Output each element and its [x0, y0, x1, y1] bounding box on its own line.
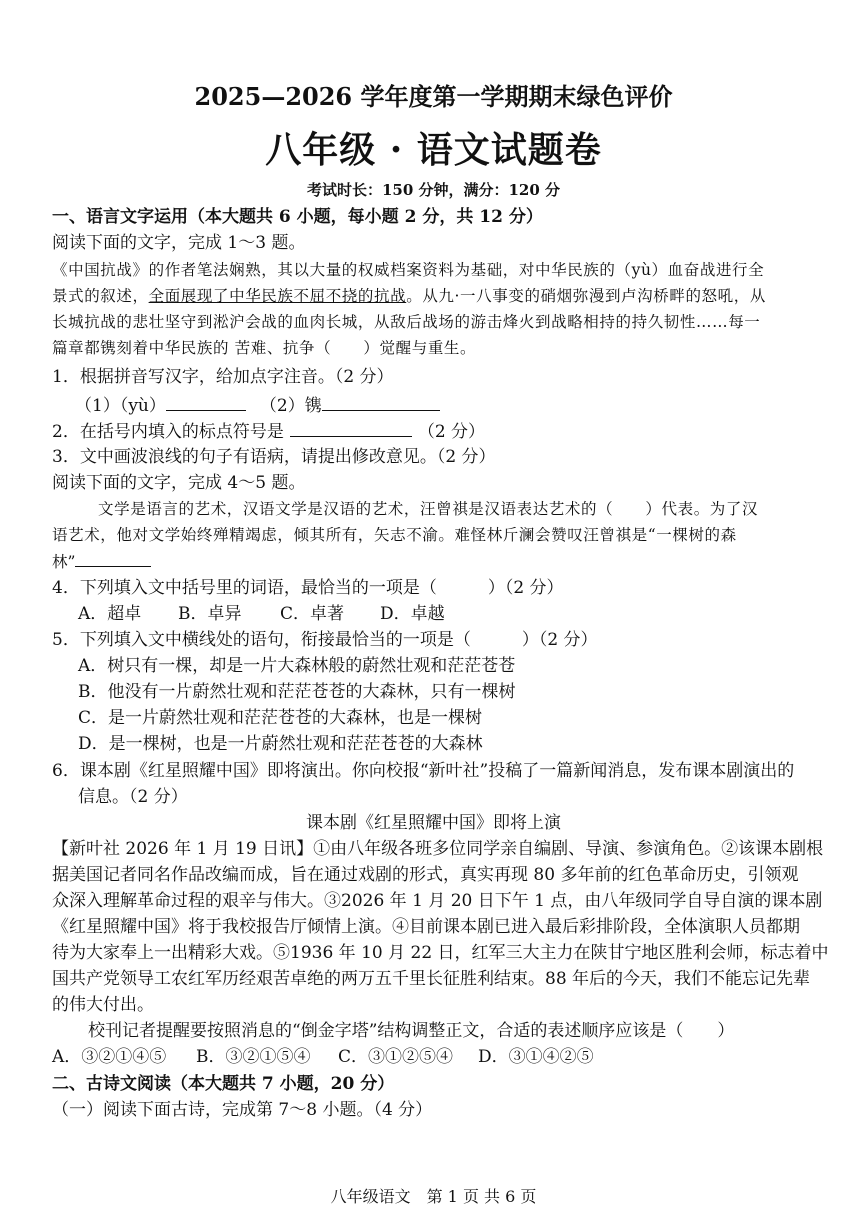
q6-prompt: 校刊记者提醒要按照消息的“倒金字塔”结构调整正文，合适的表述顺序应该是（ ） — [88, 1021, 735, 1041]
q4-option-b[interactable]: B．卓异 — [178, 604, 242, 624]
news-line3: 众深入理解革命过程的艰辛与伟大。③2026 年 1 月 20 日下午 1 点，由八年级同学自导自演的课本剧 — [52, 891, 823, 911]
q5-option-b[interactable]: B．他没有一片蔚然壮观和茫茫苍苍的大森林，只有一棵树 — [78, 682, 516, 702]
news-line7: 的伟大付出。 — [52, 995, 154, 1015]
q2-score: （2 分） — [417, 422, 486, 442]
news-line4: 《红星照耀中国》将于我校报告厅倾情上演。④目前课本剧已进入最后彩排阶段，全体演职人员都期 — [52, 917, 800, 937]
passage2-line2: 语艺术，他对文学始终殚精竭虑，倾其所有，矢志不渝。难怪林斤澜会赞叹汪曾祺是“一棵树的森 — [52, 526, 737, 544]
news-line1: 【新叶社 2026 年 1 月 19 日讯】①由八年级各班多位同学亲自编剧、导演、参演角色。②该课本剧根 — [52, 839, 824, 859]
passage1-line2-end: 。从九·一八事变的硝烟弥漫到卢沟桥畔的怒吼，从 — [406, 287, 766, 305]
passage2-line3-text: 林” — [52, 553, 76, 571]
q6-option-b[interactable]: B．③②①⑤④ — [196, 1047, 311, 1067]
news-line5: 待为大家奉上一出精彩大戏。⑤1936 年 10 月 22 日，红军三大主力在陕甘宁地区胜利会师，标志着中 — [52, 943, 829, 963]
question-6-line1: 6．课本剧《红星照耀中国》即将演出。你向校报“新叶社”投稿了一篇新闻消息，发布课本剧演出的 — [52, 761, 795, 781]
news-line2: 据美国记者同名作品改编而成，旨在通过戏剧的形式，真实再现 80 多年前的红色革命历史，引领观 — [52, 865, 799, 885]
passage1-line2-start: 景式的叙述， — [52, 287, 149, 305]
exam-title: 2025—2026 学年度第一学期期末绿色评价 — [194, 82, 673, 111]
question-2 — [52, 420, 485, 443]
news-line6: 国共产党领导工农红军历经艰苦卓绝的两万五千里长征胜利结束。88 年后的今天，我们不能忘记先辈 — [52, 969, 811, 989]
q5-option-a[interactable]: A．树只有一棵，却是一片大森林般的蔚然壮观和茫茫苍苍 — [78, 656, 516, 676]
q6-option-c[interactable]: C．③①②⑤④ — [338, 1047, 454, 1067]
q4-option-c[interactable]: C．卓著 — [280, 604, 345, 624]
question-1: 1．根据拼音写汉字，给加点字注音。（2 分） — [52, 367, 394, 387]
exam-info: 考试时长：150 分钟，满分：120 分 — [306, 181, 561, 199]
q6-option-d[interactable]: D．③①④②⑤ — [478, 1047, 594, 1067]
subject-title: 八年级 · 语文试题卷 — [265, 129, 602, 171]
news-title: 课本剧《红星照耀中国》即将上演 — [306, 813, 561, 833]
question-5: 5．下列填入文中横线处的语句，衔接最恰当的一项是（ ）（2 分） — [52, 630, 598, 650]
intro-4-5: 阅读下面的文字，完成 4～5 题。 — [52, 473, 306, 493]
q1-item-2: （2）镌 — [259, 396, 322, 416]
passage1-line4: 篇章都镌刻着中华民族的 苦难、抗争（ ）觉醒与重生。 — [52, 339, 477, 357]
q1-blank-2[interactable] — [322, 394, 440, 411]
q2-text: 2．在括号内填入的标点符号是 — [52, 422, 284, 442]
passage2-blank[interactable] — [75, 550, 151, 567]
section2-sub1: （一）阅读下面古诗，完成第 7～8 小题。（4 分） — [52, 1100, 433, 1120]
q1-item-1: （1）（yù） — [75, 396, 166, 416]
passage1-line3: 长城抗战的悲壮坚守到淞沪会战的血肉长城，从敌后战场的游击烽火到战略相持的持久韧性……每一 — [52, 313, 761, 331]
section1-heading: 一、语言文字运用（本大题共 6 小题，每小题 2 分，共 12 分） — [52, 207, 543, 227]
q1-blank-1[interactable] — [166, 394, 246, 411]
question-6-line2: 信息。（2 分） — [78, 787, 188, 807]
page-footer: 八年级语文 第 1 页 共 6 页 — [330, 1187, 537, 1206]
q5-option-c[interactable]: C．是一片蔚然壮观和茫茫苍苍的大森林，也是一棵树 — [78, 708, 483, 728]
q6-option-a[interactable]: A．③②①④⑤ — [52, 1047, 167, 1067]
passage1-line2 — [52, 285, 766, 307]
passage2-line1: 文学是语言的艺术，汉语文学是汉语的艺术，汪曾祺是汉语表达艺术的（ ）代表。为了汉 — [98, 500, 759, 518]
wavy-sentence: 全面展现了中华民族不屈不挠的抗战 — [148, 287, 407, 305]
q4-option-d[interactable]: D．卓越 — [380, 604, 445, 624]
question-4: 4．下列填入文中括号里的词语，最恰当的一项是（ ）（2 分） — [52, 578, 564, 598]
question-3: 3．文中画波浪线的句子有语病，请提出修改意见。（2 分） — [52, 447, 496, 467]
q2-blank[interactable] — [290, 420, 412, 437]
passage1-line1: 《中国抗战》的作者笔法娴熟，其以大量的权威档案资料为基础，对中华民族的（yù）血奋战进行全 — [52, 261, 765, 279]
section2-heading: 二、古诗文阅读（本大题共 7 小题，20 分） — [52, 1074, 395, 1094]
q4-option-a[interactable]: A．超卓 — [78, 604, 142, 624]
q5-option-d[interactable]: D．是一棵树，也是一片蔚然壮观和茫茫苍苍的大森林 — [78, 734, 483, 754]
intro-1-3: 阅读下面的文字，完成 1～3 题。 — [52, 233, 306, 253]
passage2-line3 — [52, 550, 151, 573]
question-1-items — [75, 394, 440, 417]
